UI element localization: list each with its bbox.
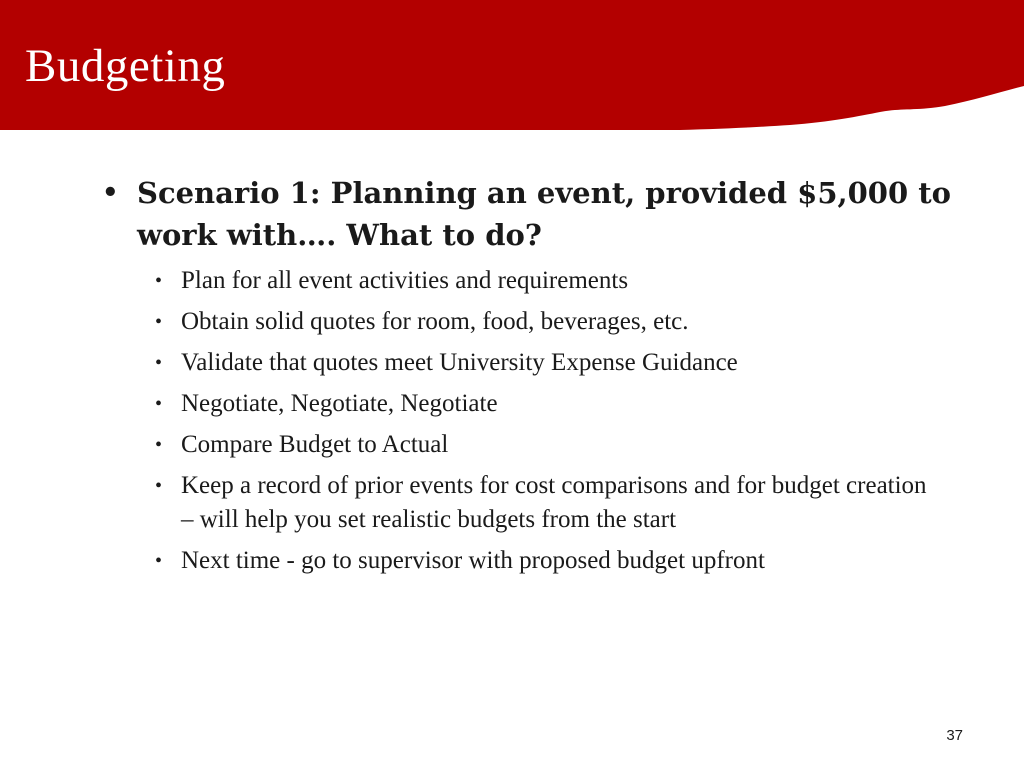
bullet-icon: • xyxy=(155,393,163,415)
list-item-text: Obtain solid quotes for room, food, beverages, etc. xyxy=(181,308,689,335)
list-item-text: Compare Budget to Actual xyxy=(181,431,449,458)
list-item xyxy=(100,428,960,462)
list-item-text: Negotiate, Negotiate, Negotiate xyxy=(181,390,498,417)
list-item xyxy=(100,544,960,578)
list-item-text: Next time - go to supervisor with proposed budget upfront xyxy=(181,547,765,574)
slide-title: Budgeting xyxy=(25,40,226,92)
list-item xyxy=(100,469,960,537)
page-number: 37 xyxy=(946,727,963,744)
list-item xyxy=(100,305,960,339)
slide-content xyxy=(100,172,960,585)
list-item-text: Keep a record of prior events for cost comparisons and for budget creation – will help you set realistic budgets from the start xyxy=(181,472,927,533)
sub-bullet-list xyxy=(100,264,960,578)
bullet-icon: • xyxy=(155,475,163,497)
bullet-icon: • xyxy=(155,270,163,292)
list-item-text: Validate that quotes meet University Expense Guidance xyxy=(181,349,738,376)
list-item-text: Plan for all event activities and requirements xyxy=(181,267,629,294)
list-item xyxy=(100,264,960,298)
bullet-icon: • xyxy=(155,352,163,374)
main-bullet xyxy=(100,172,960,256)
bullet-icon: • xyxy=(155,550,163,572)
bullet-icon: • xyxy=(155,434,163,456)
bullet-icon: • xyxy=(102,178,119,208)
main-bullet-text: Scenario 1: Planning an event, provided $5,000 to work with…. What to do? xyxy=(137,176,951,252)
list-item xyxy=(100,387,960,421)
bullet-icon: • xyxy=(155,311,163,333)
list-item xyxy=(100,346,960,380)
